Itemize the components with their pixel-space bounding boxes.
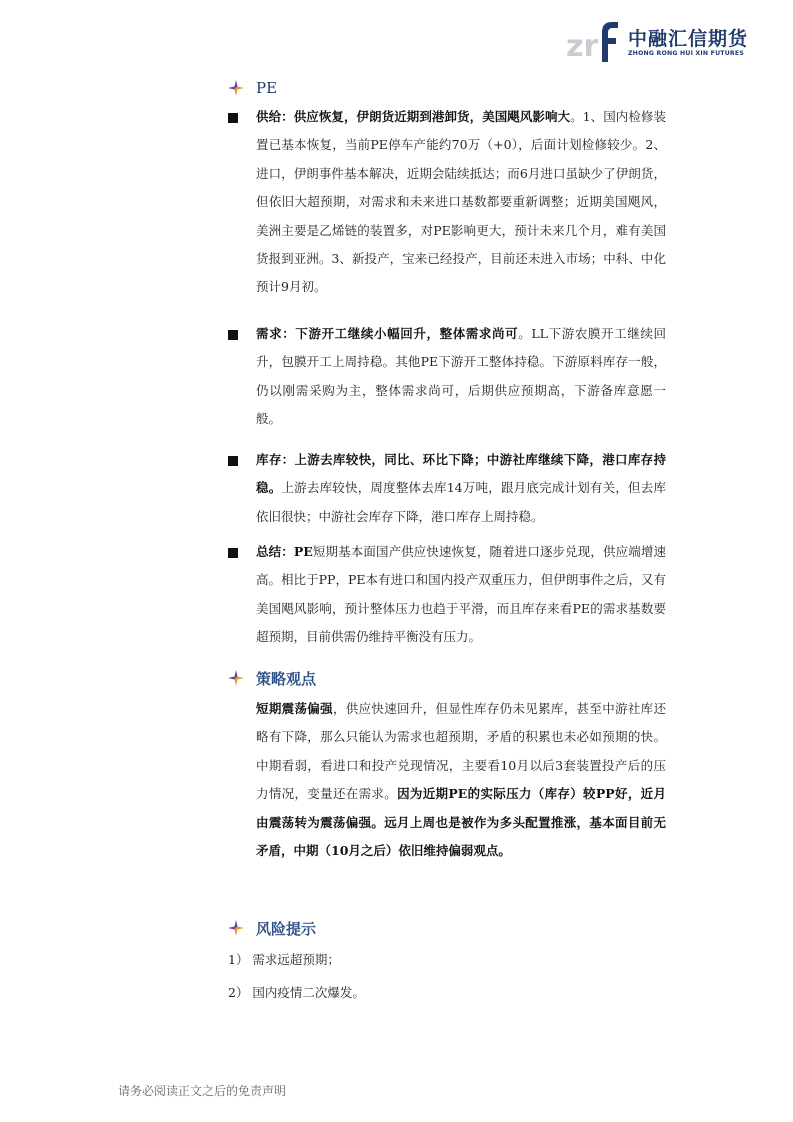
section-title: PE (256, 79, 278, 97)
paragraph-strategy (256, 695, 666, 865)
four-point-star-icon (228, 920, 244, 936)
paragraph-body: 短期基本面国产供应快速恢复，随着进口逐步兑现，供应端增速高。相比于PP，PE本有进口和国内投产双重压力，但伊朗事件之后，又有美国飓风影响，预计整体压力也趋于平滑，而且库存来看PE的需求基数要超预期，目前供需仍维持平衡没有压力。 (256, 544, 666, 645)
paragraph-inventory (256, 446, 666, 531)
bullet-square-icon (228, 113, 238, 123)
paragraph-summary (256, 538, 666, 652)
section-title: 策略观点 (256, 669, 317, 688)
company-logo (566, 18, 749, 64)
paragraph-supply (256, 103, 666, 302)
bullet-square-icon (228, 456, 238, 466)
risk-item: 2） 国内疫情二次爆发。 (228, 985, 365, 1000)
footer-disclaimer: 请务必阅读正文之后的免责声明 (118, 1084, 287, 1098)
svg-text:zr: zr (566, 29, 599, 64)
paragraph-lead: 供给：供应恢复，伊朗货近期到港卸货，美国飓风影响大 (256, 109, 571, 124)
zrf-logo-icon (566, 18, 622, 64)
paragraph-body: 。LL下游农膜开工继续回升，包膜开工上周持稳。其他PE下游开工整体持稳。下游原料库存一般，仍以刚需采购为主，整体需求尚可，后期供应预期高，下游备库意愿一般。 (256, 326, 666, 427)
logo-chinese-name: 中融汇信期货 (628, 28, 749, 50)
paragraph-demand (256, 320, 666, 434)
paragraph-lead: 短期震荡偏强 (256, 701, 333, 716)
risk-item: 1） 需求远超预期； (228, 952, 340, 967)
paragraph-body: 上游去库较快，周度整体去库14万吨，跟月底完成计划有关，但去库依旧很快；中游社会库存下降，港口库存上周持稳。 (256, 480, 666, 524)
logo-english-name: ZHONG RONG HUI XIN FUTURES (628, 50, 744, 57)
bullet-square-icon (228, 548, 238, 558)
section-heading-risk (228, 916, 316, 940)
four-point-star-icon (228, 670, 244, 686)
section-heading-strategy (228, 666, 316, 690)
paragraph-emphasis: 因为近期PE的实际压力（库存）较PP好，近月由震荡转为震荡偏强。远月上周也是被作为多头配置推涨，基本面目前无矛盾，中期（10月之后）依旧维持偏弱观点。 (256, 786, 666, 859)
four-point-star-icon (228, 80, 244, 96)
bullet-square-icon (228, 330, 238, 340)
paragraph-lead: 库存：上游去库较快，同比、环比下降；中游社库继续下降，港口库存持稳。 (256, 452, 666, 496)
paragraph-lead: 总结：PE (256, 544, 313, 559)
section-heading-pe (228, 76, 277, 100)
paragraph-body: ，供应快速回升，但显性库存仍未见累库，甚至中游社库还略有下降，那么只能认为需求也超预期，矛盾的积累也未必如预期的快。中期看弱，看进口和投产兑现情况，主要看10月以后3套装置投产后的压力情况，变量还在需求。 (256, 701, 666, 802)
paragraph-lead: 需求：下游开工继续小幅回升，整体需求尚可 (256, 326, 519, 341)
section-title: 风险提示 (256, 919, 317, 938)
paragraph-body: 。1、国内检修装置已基本恢复，当前PE停车产能约70万（+0），后面计划检修较少。2、进口，伊朗事件基本解决，近期会陆续抵达；而6月进口虽缺少了伊朗货，但依旧大超预期，对需求和未来进口基数都要重新调整；近期美国飓风，美洲主要是乙烯链的装置多，对PE影响更大，预计未来几个月，难有美国货报到亚洲。3、新投产，宝来已经投产，目前还未进入市场；中科、中化预计9月初。 (256, 109, 666, 295)
